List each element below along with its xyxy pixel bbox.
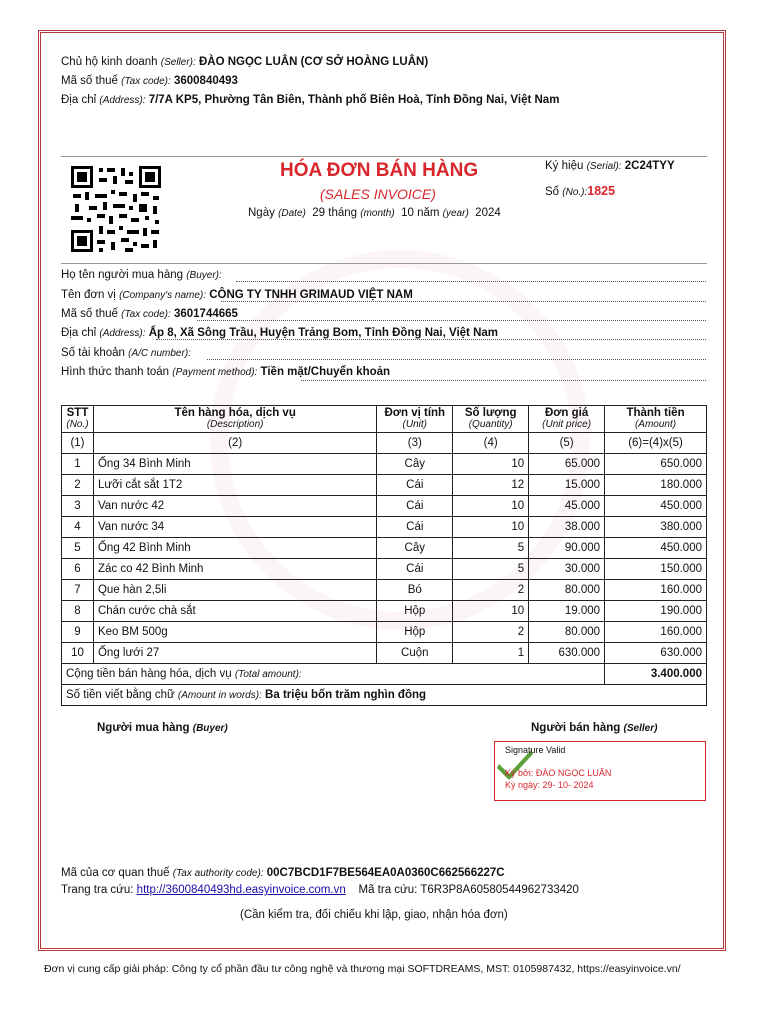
total-label-en: (Total amount): [234,669,302,680]
qr-code-icon [69,164,163,254]
buyer-sign-label-en: (Buyer) [192,723,228,734]
table-row [62,601,707,622]
row-no: 8 [62,601,94,622]
table-row [62,643,707,664]
seller-sign-label-en: (Seller) [623,723,658,734]
table-index-row [62,433,707,454]
seller-tax-line [61,75,238,87]
buyer-address-line [61,327,706,339]
invoice-number: 1825 [587,184,616,198]
items-table [61,405,707,706]
words-label: Số tiền viết bằng chữ [66,689,175,701]
provider-footer: Đơn vị cung cấp giải pháp: Công ty cổ phần đầu tư công nghệ và thương mại SOFTDREAMS, MST: 0105987432, https://easyinvoice.vn/ [44,963,681,975]
total-label: Cộng tiền bán hàng hóa, dịch vụ [66,668,232,680]
index-cell: (4) [453,433,529,454]
row-unit: Cái [377,496,453,517]
row-unit-price: 80.000 [529,580,605,601]
row-quantity: 10 [453,601,529,622]
divider [61,263,707,264]
row-amount: 180.000 [605,475,707,496]
row-description: Que hàn 2,5li [93,580,376,601]
row-quantity: 5 [453,559,529,580]
row-description: Chán cước chà sắt [93,601,376,622]
row-no: 5 [62,538,94,559]
month-label: tháng [328,207,358,219]
dotted-line [221,301,706,302]
seller-name: ĐÀO NGỌC LUÂN (CƠ SỞ HOÀNG LUÂN) [198,56,429,68]
date-day: 29 [312,207,326,219]
signed-by: Ký bởi: ĐÀO NGỌC LUÂN [505,768,612,778]
row-quantity: 12 [453,475,529,496]
auth-label-en: (Tax authority code): [172,868,264,879]
tax-authority-line [61,867,505,879]
buyer-signature-title [97,722,228,734]
table-row [62,454,707,475]
row-amount: 450.000 [605,496,707,517]
buyer-tax-label-en: (Tax code): [121,309,171,320]
lookup-link[interactable]: http://3600840493hd.easyinvoice.com.vn [136,884,346,896]
number-label-en: (No.): [562,187,588,198]
payment-label-en: (Payment method): [172,367,258,378]
invoice-subtitle: (SALES INVOICE) [320,186,436,202]
row-unit-price: 15.000 [529,475,605,496]
row-no: 4 [62,517,94,538]
seller-address: 7/7A KP5, Phường Tân Biên, Thành phố Biên Hoà, Tỉnh Đồng Nai, Việt Nam [148,94,560,106]
buyer-tax-code: 3601744665 [173,308,238,320]
seller-tax-code: 3600840493 [173,75,238,87]
index-cell: (3) [377,433,453,454]
total-label-cell [62,664,605,685]
row-description: Ống 42 Bình Minh [93,538,376,559]
buyer-name-line [61,269,706,281]
header-amount: Thành tiền (Amount) [605,406,707,433]
row-amount: 160.000 [605,580,707,601]
buyer-address: Ấp 8, Xã Sông Trầu, Huyện Trảng Bom, Tỉnh Đồng Nai, Việt Nam [148,327,498,339]
row-quantity: 10 [453,517,529,538]
row-description: Zác co 42 Bình Minh [93,559,376,580]
header-unit-price: Đơn giá (Unit price) [529,406,605,433]
divider [61,156,707,157]
dotted-line [301,380,706,381]
invoice-title: HÓA ĐƠN BÁN HÀNG [280,160,479,181]
row-unit: Cuộn [377,643,453,664]
seller-label-en: (Seller): [160,57,196,68]
tax-authority-code: 00C7BCD1F7BE564EA0A0360C662566227C [266,867,505,879]
amount-in-words: Ba triệu bốn trăm nghìn đồng [265,689,427,701]
lookup-line [61,884,579,896]
index-cell: (1) [62,433,94,454]
account-label-en: (A/C number): [128,348,191,359]
buyer-addr-label-en: (Address): [99,328,146,339]
row-description: Lưỡi cắt sắt 1T2 [93,475,376,496]
amount-words-cell [62,685,707,706]
date-label: Ngày [248,207,275,219]
dotted-line [207,359,706,360]
date-month: 10 [401,207,414,219]
row-unit-price: 19.000 [529,601,605,622]
header-description: Tên hàng hóa, dịch vụ (Description) [93,406,376,433]
row-unit: Cái [377,475,453,496]
dotted-line [156,339,706,340]
serial-label: Ký hiệu [545,160,584,172]
payment-method: Tiền mặt/Chuyển khoản [260,366,391,378]
auth-label: Mã của cơ quan thuế [61,867,170,879]
seller-label: Chủ hộ kinh doanh [61,56,158,68]
row-amount: 450.000 [605,538,707,559]
row-quantity: 2 [453,622,529,643]
number-line [545,184,615,198]
buyer-name-label-en: (Buyer): [186,270,222,281]
payment-label: Hình thức thanh toán [61,366,170,378]
row-amount: 150.000 [605,559,707,580]
row-unit-price: 30.000 [529,559,605,580]
row-unit-price: 80.000 [529,622,605,643]
buyer-addr-label: Địa chỉ [61,327,97,339]
header-quantity: Số lượng (Quantity) [453,406,529,433]
row-description: Van nước 34 [93,517,376,538]
table-row [62,538,707,559]
payment-method-line [61,366,706,378]
header-no: STT (No.) [62,406,94,433]
row-description: Ống 34 Bình Minh [93,454,376,475]
signature-valid-label: Signature Valid [505,745,566,755]
row-quantity: 2 [453,580,529,601]
table-row [62,517,707,538]
row-quantity: 10 [453,454,529,475]
row-unit-price: 45.000 [529,496,605,517]
row-unit: Cây [377,454,453,475]
words-label-en: (Amount in words): [177,690,262,701]
year-label: năm [417,207,440,219]
row-no: 6 [62,559,94,580]
row-unit: Cái [377,559,453,580]
table-row [62,622,707,643]
company-label: Tên đơn vị [61,289,116,301]
total-amount: 3.400.000 [605,664,707,685]
row-quantity: 10 [453,496,529,517]
verification-note: (Cần kiểm tra, đối chiếu khi lập, giao, nhận hóa đơn) [240,909,508,921]
total-row [62,664,707,685]
lookup-code-label: Mã tra cứu: [358,884,418,896]
buyer-sign-label: Người mua hàng [97,722,190,734]
row-unit-price: 65.000 [529,454,605,475]
row-quantity: 5 [453,538,529,559]
seller-addr-label-en: (Address): [99,95,146,106]
buyer-account-line [61,347,706,359]
table-row [62,475,707,496]
signed-date: Ký ngày: 29- 10- 2024 [505,780,594,790]
row-unit: Bó [377,580,453,601]
row-unit-price: 630.000 [529,643,605,664]
table-row [62,580,707,601]
buyer-company: CÔNG TY TNHH GRIMAUD VIỆT NAM [209,289,413,301]
seller-tax-label-en: (Tax code): [121,76,171,87]
account-label: Số tài khoản [61,347,125,359]
table-row [62,559,707,580]
row-description: Keo BM 500g [93,622,376,643]
row-description: Ống lưới 27 [93,643,376,664]
year-label-en: (year) [442,208,469,219]
serial-line [545,160,675,172]
row-unit: Hộp [377,622,453,643]
buyer-tax-line [61,308,706,320]
seller-sign-label: Người bán hàng [531,722,621,734]
amount-words-row [62,685,707,706]
row-amount: 630.000 [605,643,707,664]
row-quantity: 1 [453,643,529,664]
seller-tax-label: Mã số thuế [61,75,118,87]
lookup-label: Trang tra cứu: [61,884,134,896]
date-label-en: (Date) [278,208,306,219]
row-description: Van nước 42 [93,496,376,517]
invoice-date [248,207,501,219]
row-amount: 650.000 [605,454,707,475]
row-amount: 190.000 [605,601,707,622]
index-cell: (6)=(4)x(5) [605,433,707,454]
row-unit-price: 90.000 [529,538,605,559]
index-cell: (5) [529,433,605,454]
row-no: 9 [62,622,94,643]
buyer-company-line [61,289,706,301]
row-amount: 160.000 [605,622,707,643]
table-header-row [62,406,707,433]
company-label-en: (Company's name): [119,290,207,301]
buyer-tax-label: Mã số thuế [61,308,118,320]
row-unit: Hộp [377,601,453,622]
row-unit-price: 38.000 [529,517,605,538]
lookup-code: T6R3P8A60580544962733420 [420,884,579,896]
row-unit: Cây [377,538,453,559]
header-unit: Đơn vị tính (Unit) [377,406,453,433]
number-label: Số [545,186,560,198]
row-no: 3 [62,496,94,517]
row-no: 7 [62,580,94,601]
digital-signature-box [494,741,706,801]
row-no: 1 [62,454,94,475]
index-cell: (2) [93,433,376,454]
row-unit: Cái [377,517,453,538]
seller-signature-title [531,722,657,734]
row-amount: 380.000 [605,517,707,538]
row-no: 2 [62,475,94,496]
buyer-name-label: Họ tên người mua hàng [61,269,184,281]
dotted-line [197,320,706,321]
seller-addr-label: Địa chỉ [61,94,97,106]
serial-value: 2C24TYY [624,160,675,172]
month-label-en: (month) [360,208,395,219]
date-year: 2024 [475,207,501,219]
serial-label-en: (Serial): [586,161,622,172]
table-row [62,496,707,517]
seller-address-line [61,94,559,106]
seller-name-line [61,56,428,68]
row-no: 10 [62,643,94,664]
dotted-line [236,281,706,282]
